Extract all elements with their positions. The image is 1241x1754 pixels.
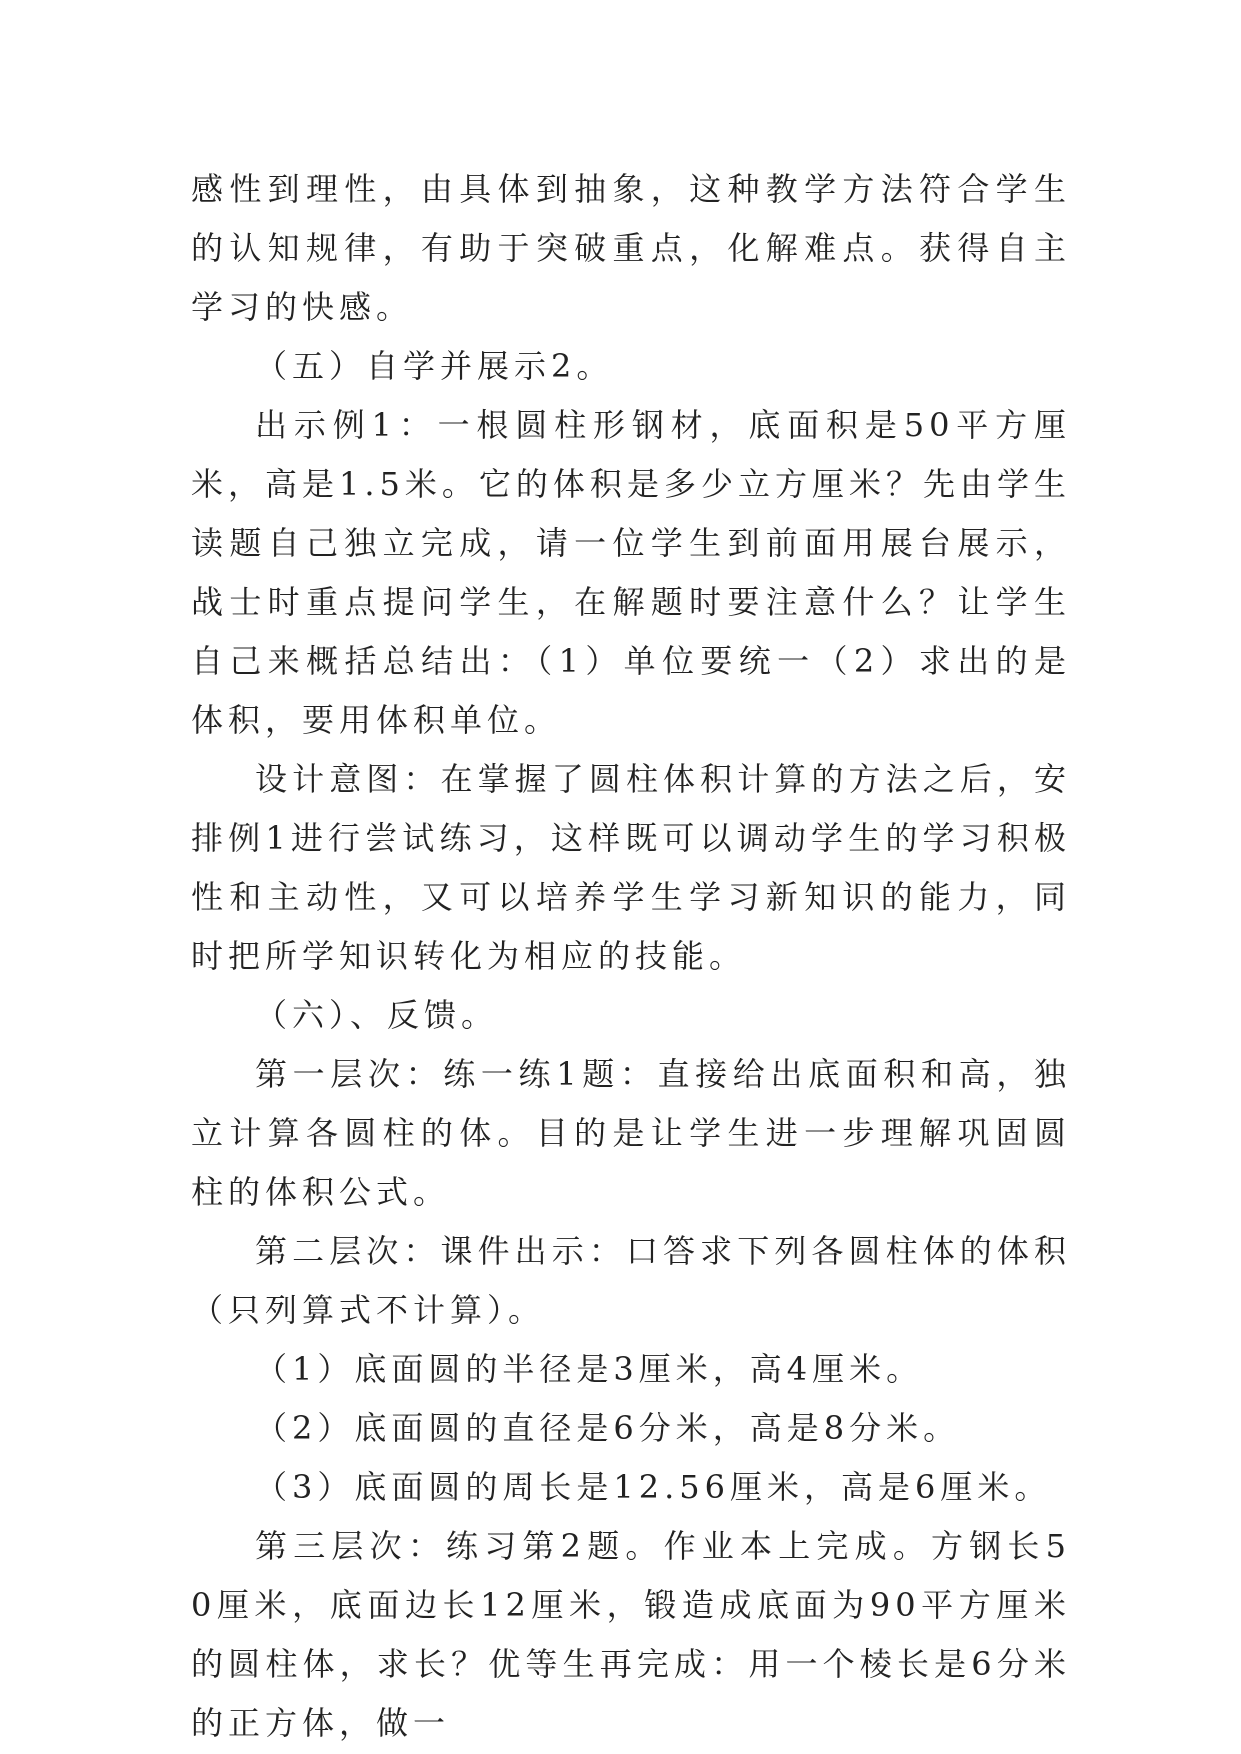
document-body	[191, 160, 1071, 1753]
paragraph-example-1: 出示例1：一根圆柱形钢材，底面积是50平方厘米，高是1.5米。它的体积是多少立方厘米？先由学生读题自己独立完成，请一位学生到前面用展台展示，战士时重点提问学生，在解题时要注意什么？让学生自己来概括总结出：（1）单位要统一（2）求出的是体积，要用体积单位。	[191, 406, 1071, 739]
paragraph-level-one: 第一层次：练一练1题：直接给出底面积和高，独立计算各圆柱的体。目的是让学生进一步理解巩固圆柱的体积公式。	[191, 1055, 1071, 1211]
section-heading-five: （五）自学并展示2。	[255, 347, 614, 385]
paragraph-continuation: 感性到理性，由具体到抽象，这种教学方法符合学生的认知规律，有助于突破重点，化解难点。获得自主学习的快感。	[191, 170, 1071, 326]
list-item-3: （3）底面圆的周长是12.56厘米，高是6厘米。	[255, 1468, 1052, 1506]
list-item-2: （2）底面圆的直径是6分米，高是8分米。	[255, 1409, 961, 1447]
paragraph-level-three: 第三层次：练习第2题。作业本上完成。方钢长50厘米，底面边长12厘米，锻造成底面为90平方厘米的圆柱体，求长？优等生再完成：用一个棱长是6分米的正方体，做一	[191, 1527, 1071, 1742]
paragraph-level-two: 第二层次：课件出示：口答求下列各圆柱体的体积（只列算式不计算）。	[191, 1232, 1071, 1329]
list-item-1: （1）底面圆的半径是3厘米，高4厘米。	[255, 1350, 924, 1388]
section-heading-six: （六）、反馈。	[255, 996, 499, 1034]
paragraph-design-intent: 设计意图：在掌握了圆柱体积计算的方法之后，安排例1进行尝试练习，这样既可以调动学生的学习积极性和主动性，又可以培养学生学习新知识的能力，同时把所学知识转化为相应的技能。	[191, 760, 1071, 975]
